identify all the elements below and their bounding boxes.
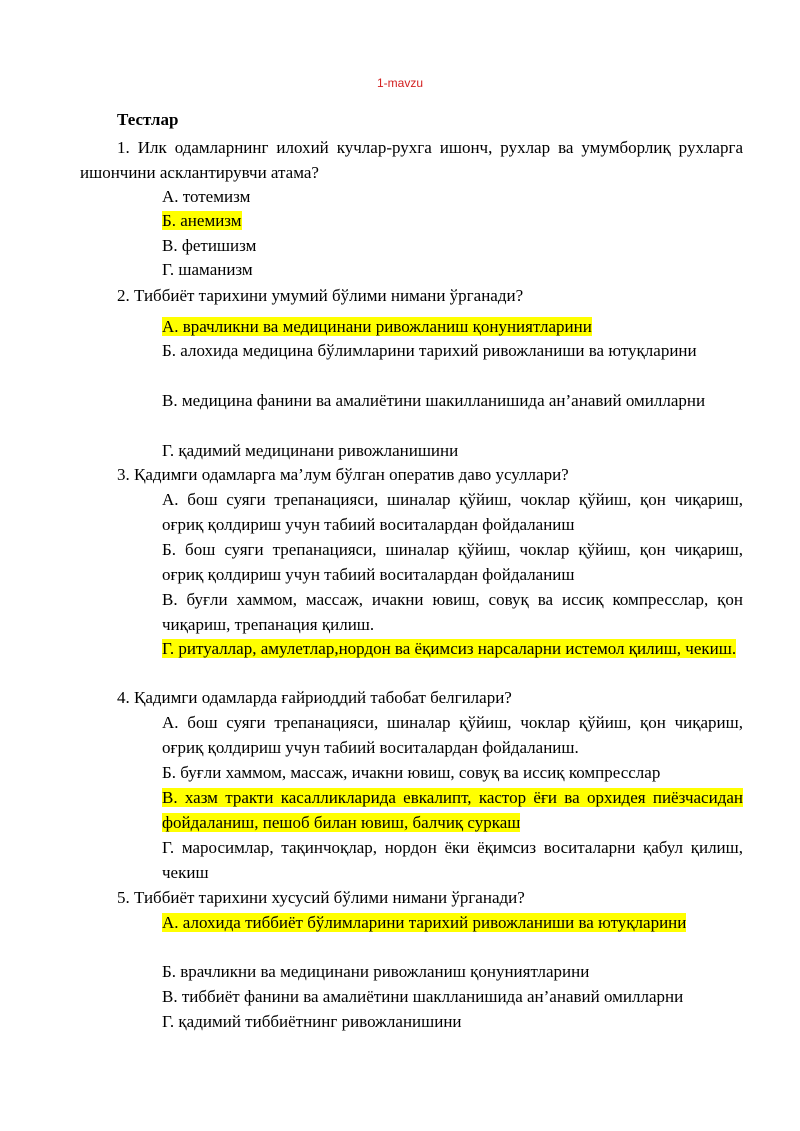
question-4-option-d: Г. маросимлар, тақинчоқлар, нордон ёки ёқимсиз воситаларни қабул қилиш, чекиш bbox=[162, 838, 743, 882]
question-3-option-a: А. бош суяги трепанацияси, шиналар қўйиш, чоклар қўйиш, қон чиқариш, оғриқ қолдириш учун табиий воситалардан фойдаланиш bbox=[162, 490, 743, 534]
question-5-option-a bbox=[162, 911, 743, 936]
question-1-option-c: В. фетишизм bbox=[162, 236, 257, 255]
question-5-option-b: Б. врачликни ва медицинани ривожланиш қонуниятларини bbox=[162, 962, 590, 981]
question-5: 5. Тиббиёт тарихини хусусий бўлими нимани ўрганади? bbox=[117, 888, 525, 907]
question-1: 1. Илк одамларнинг илохий кучлар-рухга ишонч, рухлар ва умумборлиқ рухларга ишончини асклантирувчи атама? bbox=[80, 138, 743, 182]
question-2-option-a bbox=[162, 315, 743, 340]
question-4: 4. Қадимги одамларда ғайриоддий табобат белгилари? bbox=[117, 688, 512, 707]
question-2: 2. Тиббиёт тарихини умумий бўлими нимани ўрганади? bbox=[117, 286, 524, 305]
correct-answer-highlight: В. хазм тракти касалликларида евкалипт, кастор ёғи ва орхидея пиёзчасидан фойдаланиш, пешоб билан ювиш, балчиқ суркаш bbox=[162, 788, 743, 832]
question-4-option-c bbox=[162, 786, 743, 835]
section-title: Тестлар bbox=[117, 110, 179, 129]
question-1-option-d: Г. шаманизм bbox=[162, 260, 253, 279]
question-1-option-b bbox=[162, 209, 743, 234]
question-5-option-c: В. тиббиёт фанини ва амалиётини шаклланишида ан’анавий омилларни bbox=[162, 987, 684, 1006]
question-2-option-c: В. медицина фанини ва амалиётини шакилланишида ан’анавий омилларни bbox=[162, 391, 706, 410]
question-2-option-d: Г. қадимий медицинани ривожланишини bbox=[162, 441, 459, 460]
correct-answer-highlight: А. алохида тиббиёт бўлимларини тарихий ривожланиши ва ютуқларини bbox=[162, 913, 687, 932]
question-3-option-d bbox=[162, 637, 743, 662]
question-3-option-b: Б. бош суяги трепанацияси, шиналар қўйиш, чоклар қўйиш, қон чиқариш, оғриқ қолдириш учун табиий воситалардан фойдаланиш bbox=[162, 540, 743, 584]
question-5-option-d: Г. қадимий тиббиётнинг ривожланишини bbox=[162, 1012, 462, 1031]
question-2-option-b: Б. алохида медицина бўлимларини тарихий ривожланиши ва ютуқларини bbox=[162, 341, 697, 360]
question-4-option-a: А. бош суяги трепанацияси, шиналар қўйиш, чоклар қўйиш, қон чиқариш, оғриқ қолдириш учун табиий воситалардан фойдаланиш. bbox=[162, 713, 743, 757]
page-header: 1-mavzu bbox=[376, 76, 423, 90]
correct-answer-highlight: А. врачликни ва медицинани ривожланиш қонуниятларини bbox=[162, 317, 592, 336]
correct-answer-highlight: Г. ритуаллар, амулетлар,нордон ва ёқимсиз нарсаларни истемол қилиш, чекиш. bbox=[162, 639, 737, 658]
question-3: 3. Қадимги одамларга ма’лум бўлган оператив даво усуллари? bbox=[117, 465, 569, 484]
correct-answer-highlight: Б. анемизм bbox=[162, 211, 242, 230]
question-1-option-a: А. тотемизм bbox=[162, 187, 251, 206]
question-4-option-b: Б. буғли хаммом, массаж, ичакни ювиш, совуқ ва иссиқ компресслар bbox=[162, 763, 661, 782]
question-3-option-c: В. буғли хаммом, массаж, ичакни ювиш, совуқ ва иссиқ компресслар, қон чиқариш, трепанация қилиш. bbox=[162, 590, 743, 634]
